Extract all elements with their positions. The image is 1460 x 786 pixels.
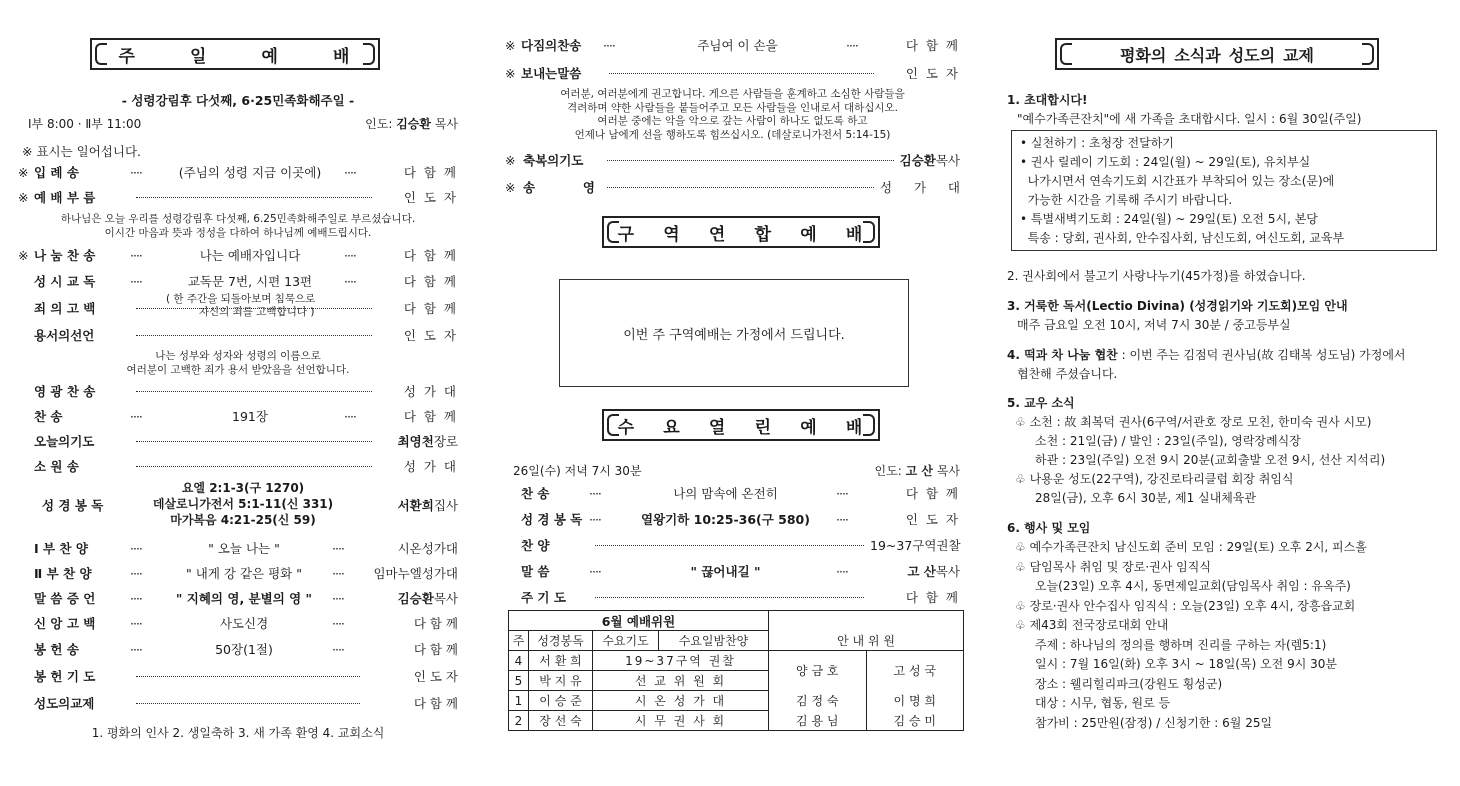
stand-note: ※ 표시는 일어섭니다. [22,144,141,159]
item-content: 주님여 이 손을 [697,38,778,53]
table-header: 안 내 위 원 [769,631,964,651]
leader-line [136,197,372,198]
scripture-ref: 마가복음 4:21-25(신 59) [170,513,316,527]
item-name: 보내는말씀 [521,66,582,81]
item-name: 성 경 봉 독 [521,512,583,527]
item-who: 인 도 자 [905,66,960,81]
order-row [18,186,458,208]
item-name: 말 씀 증 언 [34,591,96,606]
news-title [1055,38,1379,70]
item-content: 교독문 7번, 시편 13편 [187,274,313,289]
leader-title: 목사 [936,464,960,478]
item-who: 다 함 께 [403,248,458,263]
leader-dots: ···· [130,590,142,606]
title-char: 배 [333,46,352,67]
section-3-title: 3. 거룩한 독서(Lectio Divina) (성경읽기와 기도회)모임 안내 [1007,299,1348,313]
item-content: 열왕기하 10:25-36(구 580) [641,512,810,527]
sunday-worship-title [90,38,380,70]
item-who: 19~37구역권찰 [870,538,961,553]
order-row [18,161,458,183]
leader-dots: ···· [332,590,344,606]
order-row [18,562,458,584]
news-column [1003,0,1443,786]
order-row [505,482,960,504]
title-word: 교제 [1283,45,1315,65]
item-who: 김승환 [899,153,936,168]
leader-dots: ···· [589,511,601,527]
call-text-1: 하나님은 오늘 우리를 성령강림후 다섯째, 6.25민족화해주일로 부르셨습니다. [60,213,416,225]
leader-dots: ···· [130,164,142,180]
news-line: ♧ 제43회 전국장로대회 안내 [1015,618,1169,632]
confession-note-line: ( 한 주간을 되돌아보며 침묵으로 [166,293,316,305]
order-row [18,612,458,634]
section-4-text-2: 협찬해 주셨습니다. [1017,367,1118,381]
service-time: Ⅰ부 8:00 · Ⅱ부 11:00 [28,117,142,131]
news-line: ♧ 예수가족큰잔치 남신도회 준비 모임 : 29일(토) 오후 2시, 피스홀 [1015,540,1367,554]
blessing-prayer-row [505,149,960,171]
service-subtitle: - 성령강림후 다섯째, 6·25민족화해주일 - [121,93,355,108]
wednesday-leader [875,462,960,479]
leader-dots: ···· [589,485,601,501]
district-notice-box [559,279,909,387]
leader-dots: ···· [130,273,142,289]
item-who: 인 도 자 [413,669,458,684]
title-char: 역 [663,224,682,245]
item-name: 봉 헌 송 [34,642,79,657]
stand-mark: ※ [505,152,516,168]
item-who: 다 함 께 [403,301,458,316]
table-cell: 서 환 희 [529,651,593,671]
table-title: 6월 예배위원 [509,611,769,631]
leader-line [609,73,874,74]
item-name: 봉 헌 기 도 [34,669,96,684]
section-4 [1007,346,1406,363]
item-who: 성 가 대 [403,459,458,474]
worship-committee-table [508,610,964,731]
section-3-text: 매주 금요일 오전 10시, 저녁 7시 30분 / 중고등부실 [1017,318,1291,332]
leader-dots: ···· [332,641,344,657]
section-5-title: 5. 교우 소식 [1007,396,1075,410]
invite-detail-line: • 특별새벽기도회 : 24일(월) ~ 29일(토) 오전 5시, 본당 [1020,212,1318,226]
wednesday-time: 26일(수) 저녁 7시 30분 [513,464,642,478]
scripture-refs [148,480,338,528]
scripture-reader [398,496,458,514]
table-header: 주 [509,631,529,651]
title-char: 합 [754,224,774,245]
leader-dots: ···· [836,563,848,579]
item-who: 임마누엘성가대 [373,566,458,581]
table-header: 수요일밤찬양 [659,631,769,651]
leader-dots: ···· [130,408,142,424]
order-row [18,405,458,427]
leader-dots: ···· [130,247,142,263]
title-char: 린 [754,417,774,438]
item-who: 최영천장로 [397,434,458,449]
invite-details-box [1011,130,1437,251]
section-4-text: : 이번 주는 김점덕 권사님(故 김태복 성도님) 가정에서 [1117,348,1406,362]
item-who: 다 함 께 [905,486,960,501]
table-header: 성경봉독 [529,631,593,651]
leader-line [136,466,372,467]
item-name: 성도의교제 [34,696,95,711]
title-word: 평화의 [1119,45,1167,65]
district-worship-title [602,216,880,248]
item-name: 송 영 [523,180,595,195]
section-6-title: 6. 행사 및 모임 [1007,521,1091,535]
item-content: 사도신경 [219,616,269,631]
table-cell: 4 [509,651,529,671]
table-row [509,691,964,711]
leader-dots: ···· [836,511,848,527]
leader-line [595,597,864,598]
leader-dots: ···· [332,540,344,556]
table-cell: 박 지 유 [529,671,593,691]
table-cell: 19~37구역 권찰 [593,651,769,671]
news-line: 참가비 : 25만원(잠정) / 신청기한 : 6월 25일 [1035,715,1273,730]
order-row [18,270,458,292]
item-content: 191장 [232,409,268,424]
section-4-title: 4. 떡과 차 나눔 협찬 [1007,348,1118,362]
doxology-row [505,176,960,198]
title-char: 일 [190,46,209,67]
usher-cell: 김 용 님 [769,711,867,731]
order-row [18,638,458,660]
wednesday-worship-title [602,409,880,441]
item-content: " 오늘 나는 " [208,541,280,556]
item-name: Ⅰ 부 찬 양 [34,541,88,556]
item-content: " 끊어내길 " [690,564,761,579]
item-name: 입 례 송 [34,165,79,180]
title-char: 연 [708,224,728,245]
title-char: 배 [845,224,865,245]
item-name: 용서의선언 [34,328,95,343]
leader-line [136,703,360,704]
title-char: 구 [617,224,637,245]
invite-detail-line: • 실천하기 : 초청장 전달하기 [1020,136,1174,150]
item-name: 죄 의 고 백 [34,301,96,316]
leader-name: 김승환 [396,117,431,131]
district-notice-text: 이번 주 구역예배는 가정에서 드립니다. [623,327,845,343]
item-name: 찬 송 [521,486,550,501]
leader-label: 인도: [874,464,902,478]
item-content: 나의 맘속에 온전히 [673,486,778,501]
news-line: ♧ 담임목사 취임 및 장로·권사 임직식 [1015,559,1211,574]
order-row [505,34,960,56]
news-line: 소천 : 21일(금) / 발인 : 23일(주일), 영락장례식장 [1035,434,1301,448]
leader-dots: ···· [332,565,344,581]
table-cell: 선 교 위 원 회 [593,671,769,691]
news-line: 하관 : 23일(주일) 오전 9시 20분(교회출발 오전 9시, 선산 지석리) [1035,453,1386,467]
item-who: 다 함 께 [413,616,458,631]
news-line: ♧ 나용운 성도(22구역), 강진로타리클럽 회장 취임식 [1015,472,1294,486]
leader-dots: ···· [130,565,142,581]
order-row [505,62,960,84]
pardon-text-1: 나는 성부와 성자와 성령의 이름으로 [155,350,321,362]
section-5-lines [1015,413,1385,508]
news-line: 대상 : 시무, 협동, 원로 등 [1035,696,1171,710]
leader-line [595,545,864,546]
item-who: 다 함 께 [403,409,458,424]
stand-mark: ※ [505,179,516,195]
item-name: 성 시 교 독 [34,274,96,289]
title-char: 예 [800,417,819,438]
leader-dots: ···· [344,408,356,424]
table-row [509,651,964,671]
leader-dots: ···· [332,615,344,631]
stand-mark: ※ [505,65,516,81]
scripture-label: 성 경 봉 독 [42,498,104,513]
sending-line: 격려하며 약한 사람들을 붙들어주고 모든 사람들을 인내로서 대하십시오. [567,101,898,114]
table-cell: 시 온 성 가 대 [593,691,769,711]
stand-mark: ※ [18,164,29,180]
item-content: " 지혜의 영, 분별의 영 " [175,591,313,606]
fellowship-text: 1. 평화의 인사 2. 생일축하 3. 새 가족 환영 4. 교회소식 [91,726,385,740]
news-line: 장소 : 웰리힐리파크(강원도 횡성군) [1035,676,1223,691]
confession-note [166,293,315,319]
pardon-text-2: 여러분이 고백한 죄가 용서 받았음을 선언합니다. [126,364,350,376]
title-char: 수 [617,417,637,438]
confession-note-line: 자신의 죄를 고백합니다 ) [198,306,315,318]
sending-line: 여러분 중에는 악을 악으로 갚는 사람이 하나도 없도록 하고 [597,115,868,127]
title-char: 주 [118,46,137,67]
scripture-reader-title: 집사 [433,498,458,513]
leader-title: 목사 [434,117,458,131]
item-name: 오늘의기도 [34,434,95,449]
leader-dots: ···· [344,247,356,263]
sunday-worship-column [18,0,458,786]
news-line: 오늘(23일) 오후 4시, 동면제일교회(담임목사 취임 : 유옥주) [1035,579,1351,593]
stand-mark: ※ [505,37,516,53]
order-row [18,692,458,714]
order-row [18,324,458,346]
news-line: 28일(금), 오후 6시 30분, 제1 실내체육관 [1035,491,1256,505]
item-who: 성 가 대 [880,180,960,195]
table-cell: 5 [509,671,529,691]
section-invite-text: "예수가족큰잔치"에 새 가족을 초대합시다. 일시 : 6월 30일(주일) [1017,112,1362,126]
leader-label: 인도: [365,117,393,131]
item-who: 인 도 자 [403,328,458,343]
usher-cell: 김 정 숙 [769,691,867,711]
item-who: 시온성가대 [397,541,458,556]
leader-dots: ···· [603,37,615,53]
item-name: 말 씀 [521,564,550,579]
leader-dots: ···· [344,164,356,180]
table-row [509,711,964,731]
sending-line: 언제나 남에게 선을 행하도록 힘쓰십시오. (데살로니가전서 5:14-15) [574,128,891,141]
item-who: 성 가 대 [403,384,458,399]
sending-line: 여러분, 여러분에게 권고합니다. 게으른 사람들을 훈계하고 소심한 사람들을 [560,88,905,100]
title-char: 배 [845,417,865,438]
leader-dots: ···· [589,563,601,579]
order-row [505,534,960,556]
invite-detail-line: 가능한 시간을 기록해 주시기 바랍니다. [1020,193,1233,207]
title-char: 요 [663,417,682,438]
order-row [18,430,458,452]
section-6-lines [1015,538,1367,733]
table-header: 수요기도 [593,631,659,651]
item-name: 주 기 도 [521,590,566,605]
order-row [505,560,960,582]
table-cell: 시 무 권 사 회 [593,711,769,731]
item-name: 신 앙 고 백 [34,616,96,631]
table-cell: 2 [509,711,529,731]
order-row [18,537,458,559]
item-name: 소 원 송 [34,459,79,474]
item-who: 다 함 께 [905,590,960,605]
item-who: 김승환목사 [397,591,458,606]
leader-line [136,335,372,336]
title-word: 성도의 [1228,45,1276,65]
news-line: 주제 : 하나님의 정의를 행하며 진리를 구하는 자(렘5:1) [1035,637,1327,652]
leader-dots: ···· [836,485,848,501]
item-name: 찬 송 [34,409,63,424]
order-row [18,665,458,687]
item-content: 나는 예배자입니다 [199,248,301,263]
item-name: Ⅱ 부 찬 양 [34,566,92,581]
item-name: 다짐의찬송 [521,38,582,53]
item-content: 50장(1절) [215,642,273,657]
item-content: " 내게 강 같은 평화 " [186,566,302,581]
usher-cell: 이 명 희 [866,691,964,711]
item-who: 다 함 께 [413,696,458,711]
item-name: 나 눔 찬 송 [34,248,96,263]
column-two [505,0,960,786]
leader-line [136,676,360,677]
item-who: 다 함 께 [413,642,458,657]
invite-detail-line: 나가시면서 연속기도회 시간표가 부착되어 있는 장소(문)에 [1020,174,1335,188]
item-who: 인 도 자 [403,190,458,205]
stand-mark: ※ [18,247,29,263]
usher-cell: 양 금 호 [769,651,867,691]
news-line: ♧ 소천 : 故 최복덕 권사(6구역/서관호 장로 모친, 한미숙 권사 시모) [1015,415,1372,429]
service-leader [365,115,458,132]
order-row [18,244,458,266]
order-row [505,586,960,608]
item-who: 인 도 자 [905,512,960,527]
scripture-reader-name: 서환희 [397,498,434,513]
leader-dots: ···· [344,273,356,289]
title-char: 열 [708,417,728,438]
scripture-ref: 요엘 2:1-3(구 1270) [181,481,305,495]
item-who: 다 함 께 [403,274,458,289]
leader-line [136,441,372,442]
scripture-ref: 데살로니가전서 5:1-11(신 331) [152,497,334,511]
invite-detail-line: • 권사 릴레이 기도회 : 24일(월) ~ 29일(토), 유치부실 [1020,155,1311,169]
usher-cell: 김 승 미 [866,711,964,731]
invite-detail-line: 특송 : 당회, 권사회, 안수집사회, 남신도회, 여신도회, 교육부 [1020,231,1345,245]
leader-name: 고 산 [905,464,933,478]
item-name: 찬 양 [521,538,550,553]
news-line: 일시 : 7월 16일(화) 오후 3시 ~ 18일(목) 오전 9시 30분 [1035,657,1337,671]
item-who: 다 함 께 [403,165,458,180]
section-2: 2. 권사회에서 불고기 사랑나누기(45가정)를 하였습니다. [1007,269,1306,283]
item-name: 예 배 부 름 [34,190,96,205]
stand-mark: ※ [18,189,29,205]
item-who: 고 산목사 [907,564,960,579]
item-who: 다 함 께 [905,38,960,53]
order-row [18,380,458,402]
order-row [18,455,458,477]
item-name: 영 광 찬 송 [34,384,96,399]
order-row [18,587,458,609]
call-text-2: 이시간 마음과 뜻과 정성을 다하여 하나님께 예배드립시다. [104,227,372,239]
title-word: 소식과 [1174,45,1221,65]
order-row [505,508,960,530]
item-who-title: 목사 [935,153,960,168]
leader-dots: ···· [130,615,142,631]
table-cell: 이 승 준 [529,691,593,711]
section-invite-title: 1. 초대합시다! [1007,93,1088,107]
leader-dots: ···· [846,37,858,53]
leader-line [136,391,372,392]
title-char: 예 [800,224,819,245]
leader-dots: ···· [130,540,142,556]
leader-dots: ···· [130,641,142,657]
news-line: ♧ 장로·권사 안수집사 임직식 : 오늘(23일) 오후 4시, 장흥읍교회 [1015,598,1356,613]
sending-text [505,88,960,142]
item-name: 축복의기도 [523,153,584,168]
table-cell: 장 선 숙 [529,711,593,731]
item-content: (주님의 성령 지금 이곳에) [178,165,322,180]
title-char: 예 [261,46,280,67]
table-cell: 1 [509,691,529,711]
usher-cell: 고 성 국 [866,651,964,691]
